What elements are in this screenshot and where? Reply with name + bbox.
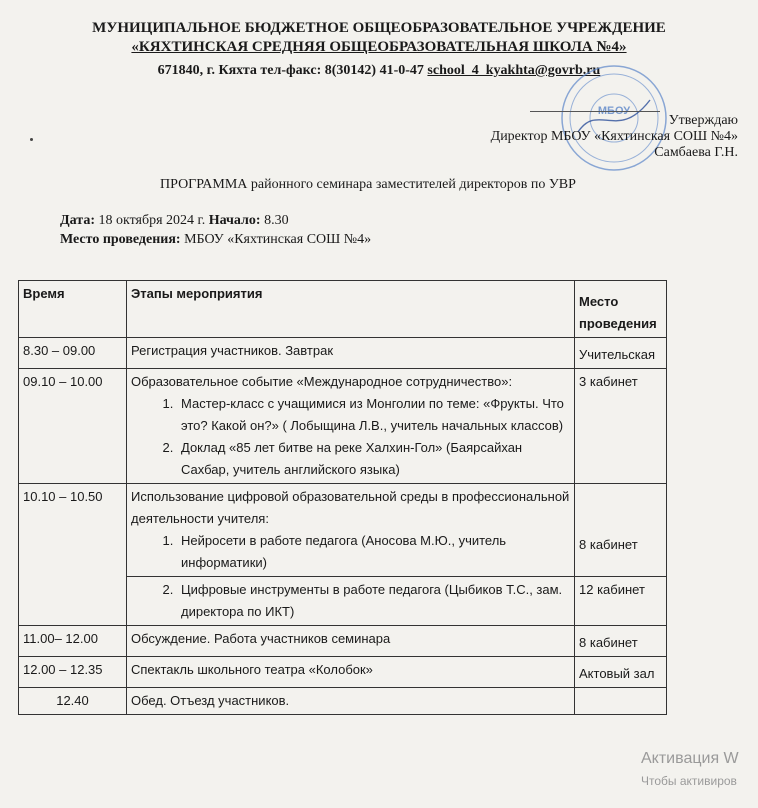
approval-name: Самбаева Г.Н. — [654, 145, 738, 160]
table-row — [19, 626, 667, 657]
row-place: Учительская — [575, 338, 667, 369]
org-name-line2: «КЯХТИНСКАЯ СРЕДНЯЯ ОБЩЕОБРАЗОВАТЕЛЬНАЯ ШКОЛА №4» — [131, 39, 627, 55]
event-date — [60, 213, 289, 229]
row-place: 3 кабинет — [575, 369, 667, 484]
activation-watermark-text: Чтобы активиров — [641, 774, 737, 788]
event-place — [60, 232, 371, 248]
stage-list — [131, 393, 570, 481]
table-header-row — [19, 281, 667, 338]
list-item: 1. Мастер-класс с учащимися из Монголии по теме: «Фрукты. Что это? Какой он?» ( Лобыщина Л.В., учитель начальных классов) — [177, 393, 570, 437]
approval-position: Директор МБОУ «Кяхтинская СОШ №4» — [490, 129, 738, 144]
row-place: 8 кабинет — [575, 626, 667, 657]
row-time: 10.10 – 10.50 — [19, 484, 127, 626]
table-row — [19, 688, 667, 715]
list-item: 1. Нейросети в работе педагога (Аносова М.Ю., учитель информатики) — [177, 530, 570, 574]
date-label: Дата: — [60, 213, 95, 228]
start-label: Начало: — [208, 213, 261, 228]
signature-line — [530, 111, 660, 112]
activation-watermark-title: Активация W — [641, 750, 739, 767]
row-time: 12.40 — [19, 688, 127, 715]
header-place: Место проведения — [575, 281, 667, 338]
org-name-line1: МУНИЦИПАЛЬНОЕ БЮДЖЕТНОЕ ОБЩЕОБРАЗОВАТЕЛЬНОЕ УЧРЕЖДЕНИЕ — [92, 20, 666, 36]
row-place: 8 кабинет — [575, 484, 667, 577]
row-stage: Спектакль школьного театра «Колобок» — [127, 657, 575, 688]
stage-list — [131, 530, 570, 574]
table-row — [19, 657, 667, 688]
place-label: Место проведения: — [60, 232, 181, 247]
row-stage — [127, 484, 575, 577]
place-value: МБОУ «Кяхтинская СОШ №4» — [184, 232, 372, 247]
stage-list — [131, 579, 570, 623]
row-stage: Регистрация участников. Завтрак — [127, 338, 575, 369]
list-item: 2. Доклад «85 лет битве на реке Халхин-Гол» (Баярсайхан Сахбар, учитель английского языка) — [177, 437, 570, 481]
row-stage: Обсуждение. Работа участников семинара — [127, 626, 575, 657]
row-time: 8.30 – 09.00 — [19, 338, 127, 369]
header-time: Время — [19, 281, 127, 338]
row-time: 09.10 – 10.00 — [19, 369, 127, 484]
row-time: 12.00 – 12.35 — [19, 657, 127, 688]
row-place — [575, 688, 667, 715]
org-address: 671840, г. Кяхта тел-факс: 8(30142) 41-0-47 — [157, 63, 424, 78]
program-title: ПРОГРАММА районного семинара заместителей директоров по УВР — [160, 177, 576, 192]
stamp-text: МБОУ — [597, 105, 631, 117]
table-row — [19, 369, 667, 484]
approval-approve: Утверждаю — [668, 113, 738, 128]
schedule-table — [18, 280, 667, 715]
row-stage: Обед. Отъезд участников. — [127, 688, 575, 715]
row-time: 11.00– 12.00 — [19, 626, 127, 657]
row-stage — [127, 369, 575, 484]
header-stage: Этапы мероприятия — [127, 281, 575, 338]
school-stamp — [558, 62, 670, 174]
date-value: 18 октября 2024 г. — [98, 213, 206, 228]
scan-speck — [30, 138, 33, 141]
table-row — [19, 338, 667, 369]
row-place: 12 кабинет — [575, 577, 667, 626]
row-place: Актовый зал — [575, 657, 667, 688]
start-value: 8.30 — [264, 213, 289, 228]
row-stage-title: Использование цифровой образовательной среды в профессиональной деятельности учителя: — [131, 489, 570, 526]
row-stage-title: Образовательное событие «Международное сотрудничество»: — [131, 374, 513, 389]
org-email[interactable]: school_4_kyakhta@govrb.ru — [427, 63, 601, 78]
list-item: 2. Цифровые инструменты в работе педагога (Цыбиков Т.С., зам. директора по ИКТ) — [177, 579, 570, 623]
row-stage — [127, 577, 575, 626]
table-row — [19, 484, 667, 577]
